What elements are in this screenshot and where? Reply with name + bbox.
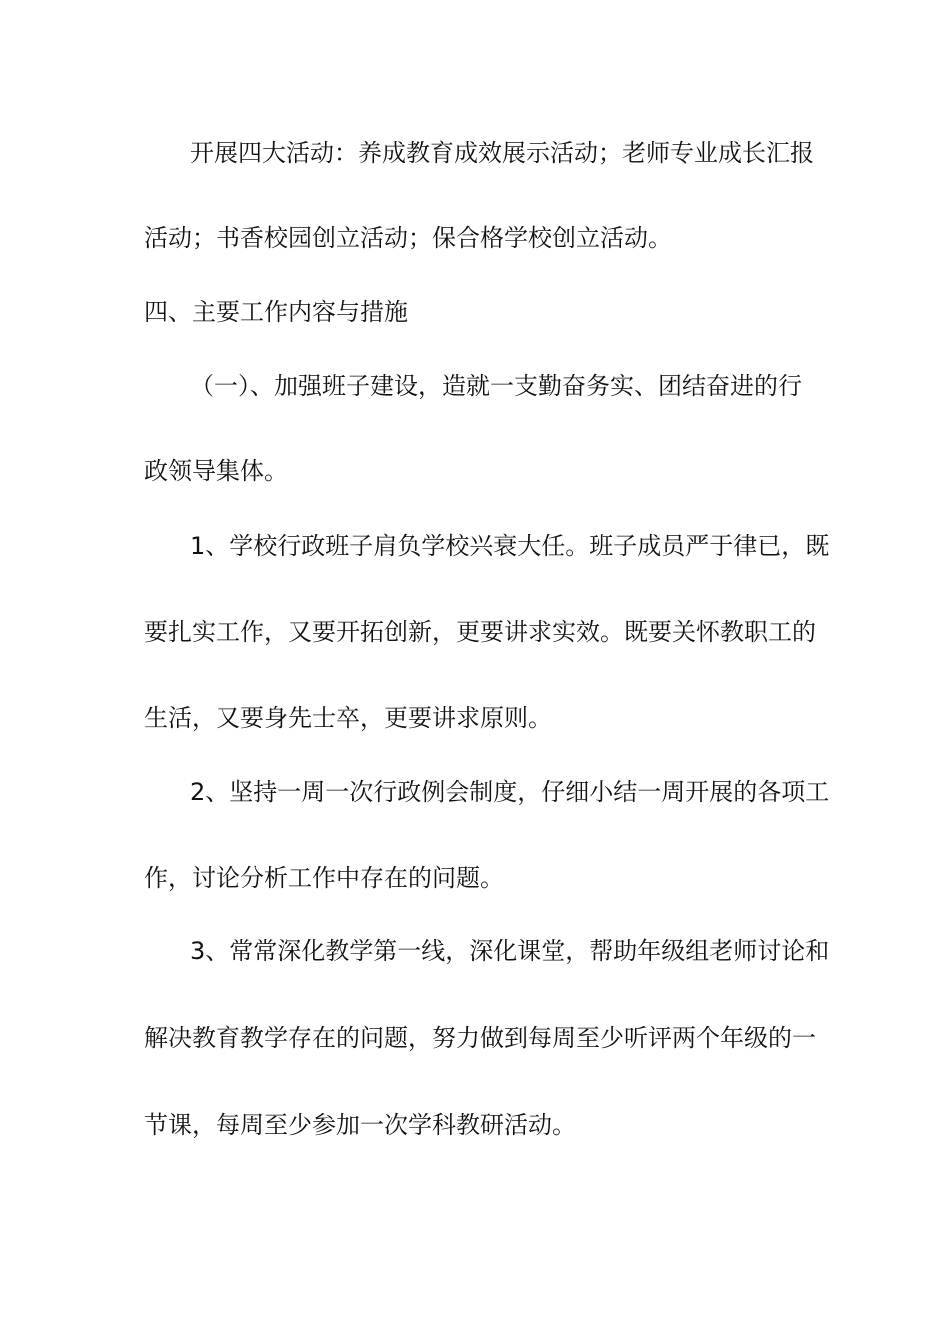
paragraph-line: 政领导集体。 <box>144 457 288 485</box>
section-heading: 四、主要工作内容与措施 <box>144 298 408 326</box>
paragraph-line: 开展四大活动：养成教育成效展示活动；老师专业成长汇报 <box>190 139 814 167</box>
paragraph-line: 活动；书香校园创立活动；保合格学校创立活动。 <box>144 224 672 252</box>
paragraph-line: 解决教育教学存在的问题，努力做到每周至少听评两个年级的一 <box>144 1024 816 1052</box>
paragraph-line: 要扎实工作，又要开拓创新，更要讲求实效。既要关怀教职工的 <box>144 618 816 646</box>
paragraph-line: 节课，每周至少参加一次学科教研活动。 <box>144 1111 576 1139</box>
paragraph-line: 3、常常深化教学第一线，深化课堂，帮助年级组老师讨论和 <box>190 937 830 965</box>
paragraph-line: 生活，又要身先士卒，更要讲求原则。 <box>144 704 552 732</box>
paragraph-line: 1、学校行政班子肩负学校兴衰大任。班子成员严于律已，既 <box>190 532 830 560</box>
subsection-heading: （一）、加强班子建设，造就一支勤奋务实、团结奋进的行 <box>190 372 802 400</box>
paragraph-line: 2、坚持一周一次行政例会制度，仔细小结一周开展的各项工 <box>190 778 830 806</box>
paragraph-line: 作，讨论分析工作中存在的问题。 <box>144 864 504 892</box>
